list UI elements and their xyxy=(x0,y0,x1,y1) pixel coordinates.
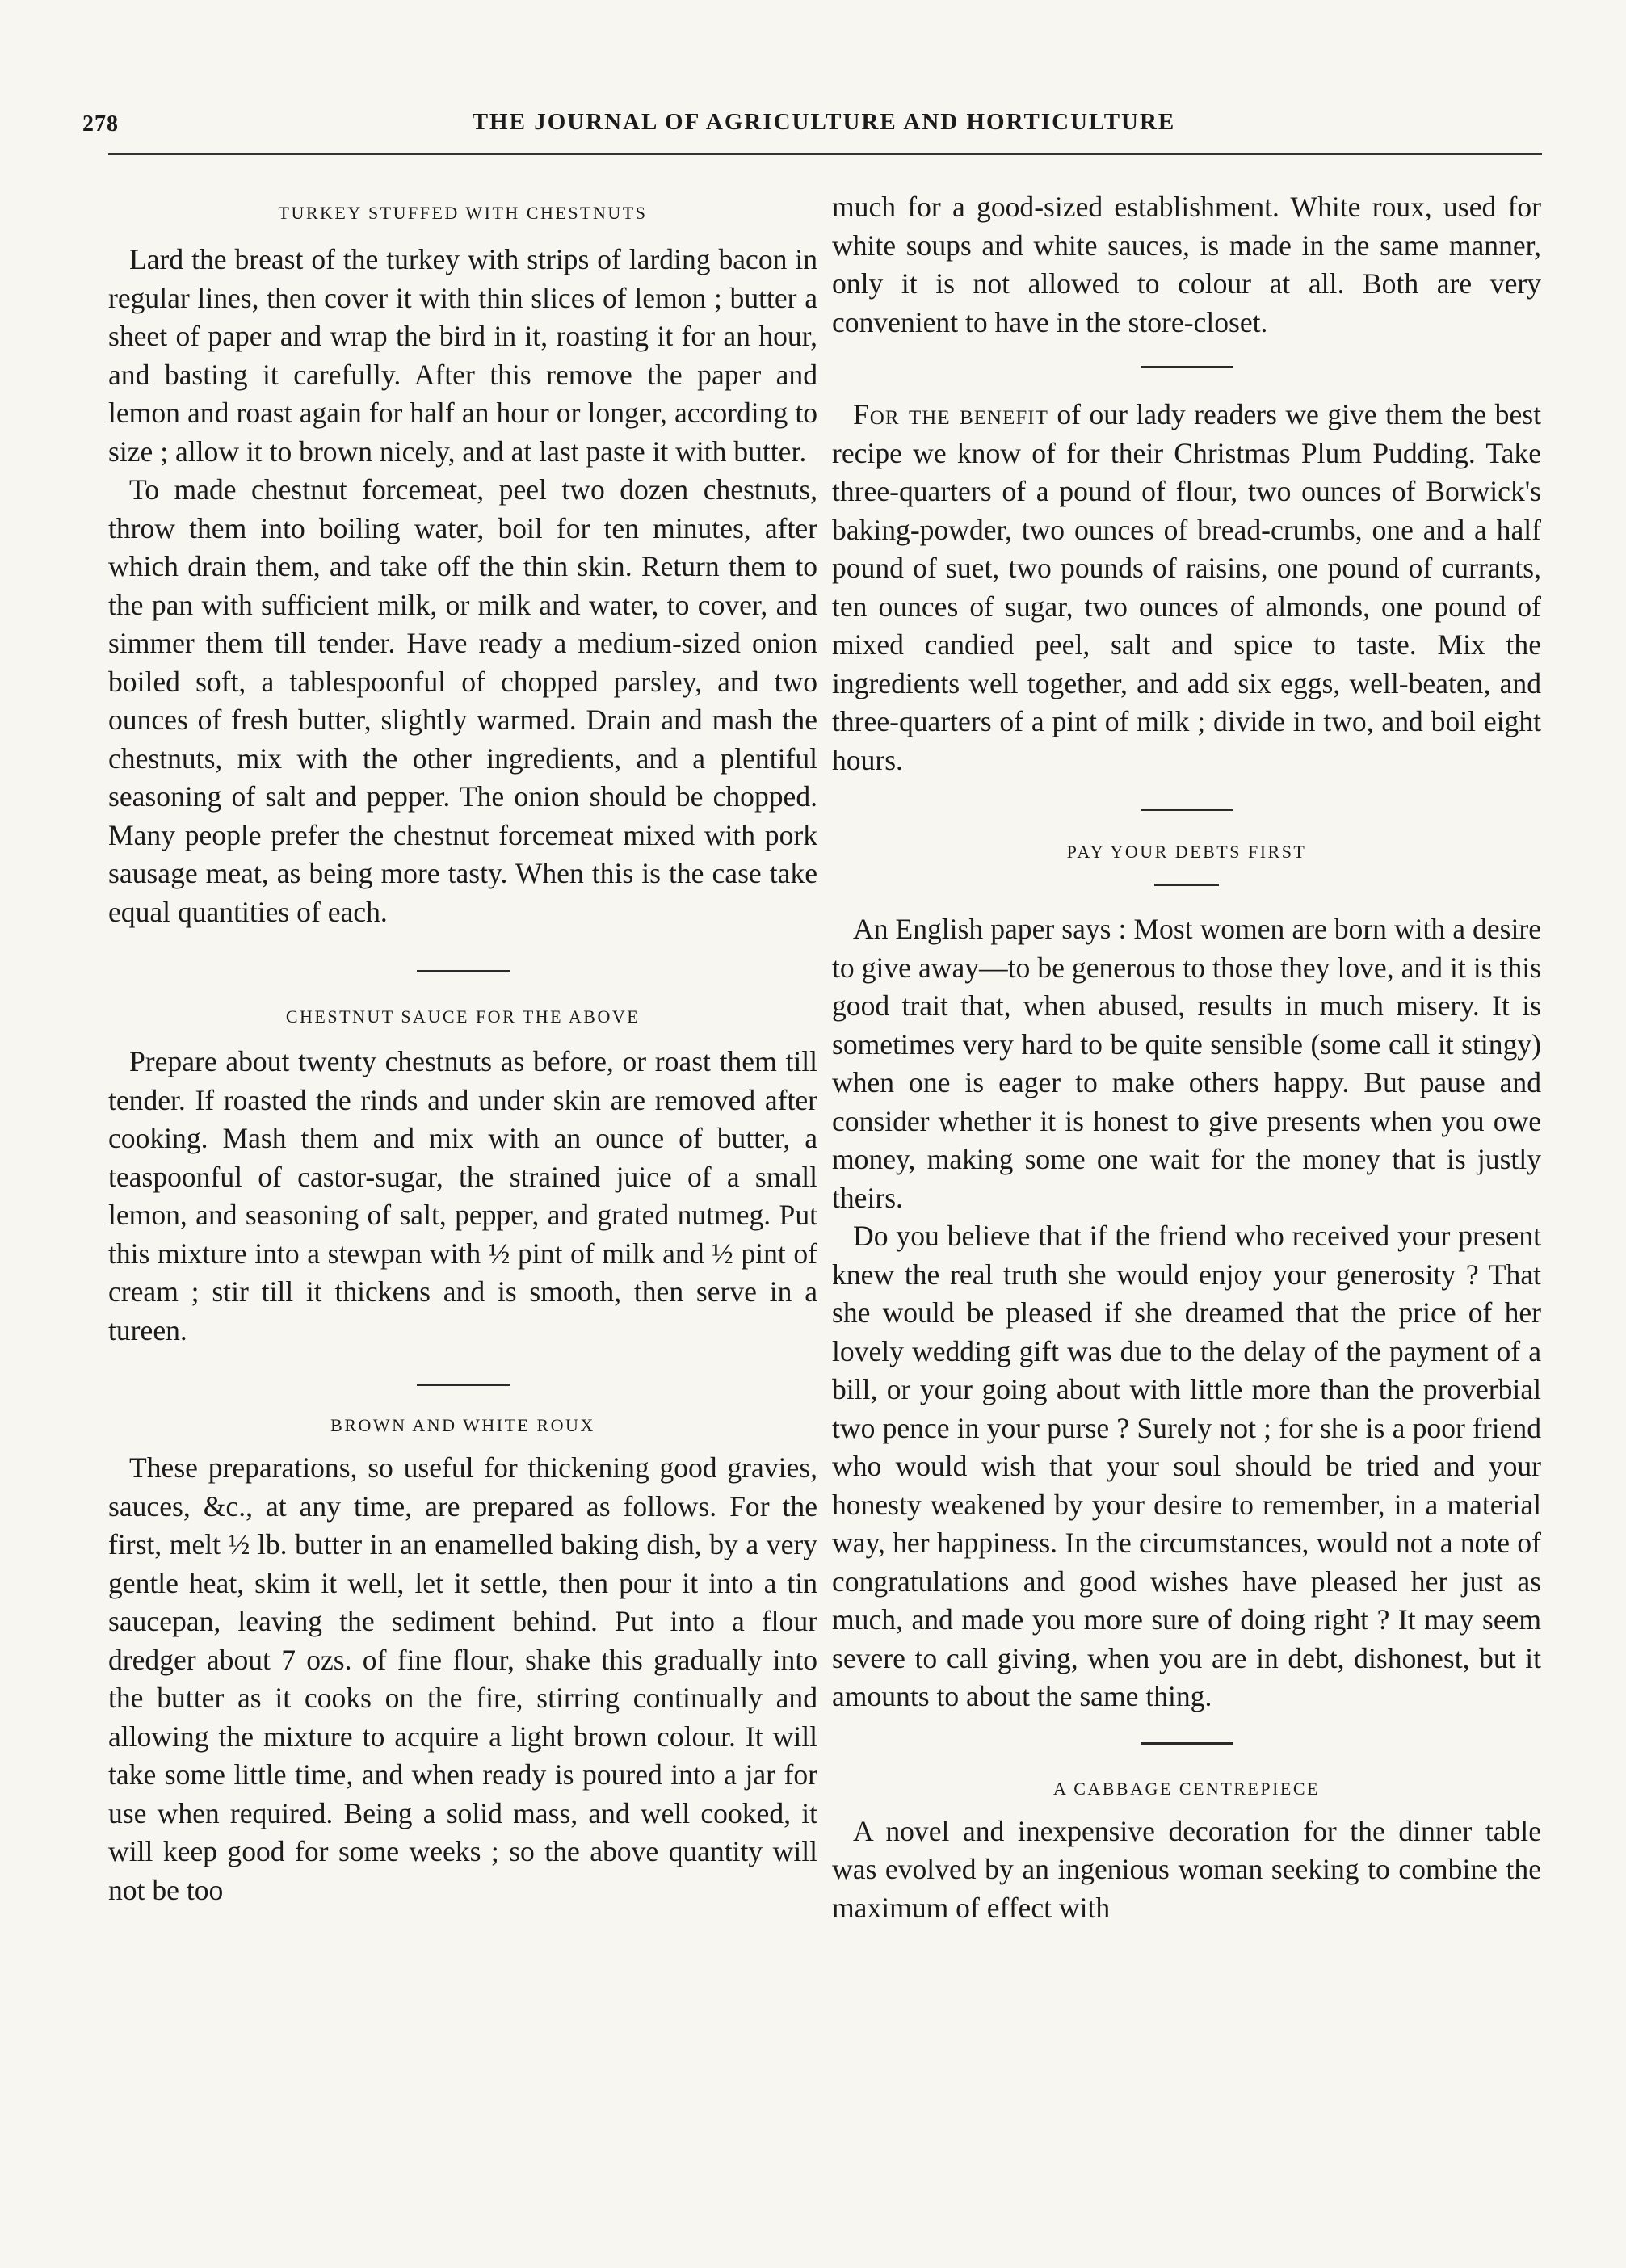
paragraph: much for a good-sized establishment. White roux, used for white soups and white sauces, is made in the same manner, only it is not allowed to colour at all. Both are very convenient to have in the store-closet. xyxy=(832,191,1541,338)
paragraph-text: of our lady readers we give them the best recipe we know of for their Christmas Plum Pudding. Take three-quarters of a pound of flour, two ounces of Borwick's baking-powder, two ounces of bread-crumbs, one and a half pound of suet, two pounds of raisins, one pound of currants, ten ounces of sugar, two ounces of almonds, one pound of mixed candied peel, salt and spice to taste. Mix the ingredients well together, and add six eggs, well-beaten, and three-quarters of a pint of milk ; divide in two, and boil eight hours. xyxy=(832,398,1541,776)
section-divider xyxy=(417,1384,510,1386)
paragraph: Do you believe that if the friend who received your present knew the real truth she would enjoy your generosity ? That she would be pleased if she dreamed that the price of her lovely wedding gift was due to the delay of the payment of a bill, or your going about with little more than the proverbial two pence in your purse ? Surely not ; for she is a poor friend who would wish that your soul should be tried and your honesty weakened by your desire to remember, in a material way, her happiness. In the circumstances, would not a note of congratulations and good wishes have pleased her just as much, and made you more sure of doing right ? It may seem severe to call giving, when you are in debt, dishonest, but it amounts to about the same thing. xyxy=(832,1220,1541,1712)
page-number: 278 xyxy=(82,111,119,136)
header-rule xyxy=(108,153,1542,155)
paragraph: These preparations, so useful for thickening good gravies, sauces, &c., at any time, are prepared as follows. For the first, melt ½ lb. butter in an enamelled baking dish, by a very gentle heat, skim it well, let it settle, then pour it into a tin saucepan, leaving the sediment behind. Put into a flour dredger about 7 ozs. of fine flour, shake this gradually into the butter as it cooks on the fire, stirring continually and allowing the mixture to acquire a light brown colour. It will take some little time, and when ready is poured into a jar for use when required. Being a solid mass, and well cooked, it will keep good for some weeks ; so the above quantity will not be too xyxy=(108,1451,817,1906)
section-heading-debts: PAY YOUR DEBTS FIRST xyxy=(1066,842,1307,862)
left-column xyxy=(108,174,817,1909)
section-divider xyxy=(1141,808,1233,811)
paragraph: An English paper says : Most women are born with a desire to give away—to be generous to those they love, and it is this good trait that, when abused, results in much misery. It is sometimes very hard to be quite sensible (some call it stingy) when one is eager to make others happy. But pause and consider whether it is honest to give presents when you owe money, making some one wait for the money that is justly theirs. xyxy=(832,913,1541,1214)
lead-in: For the benefit xyxy=(853,398,1048,430)
paragraph: To made chestnut forcemeat, peel two dozen chestnuts, throw them into boiling water, boil for ten minutes, after which drain them, and take off the thin skin. Return them to the pan with sufficient milk, or milk and water, to cover, and simmer them till tender. Have ready a medium-sized onion boiled soft, a tablespoonful of chopped parsley, and two ounces of fresh butter, slightly warmed. Drain and mash the chestnuts, mix with the other ingredients, and a plentiful seasoning of salt and pepper. The onion should be chopped. Many people prefer the chestnut forcemeat mixed with pork sausage meat, as being more tasty. When this is the case take equal quantities of each. xyxy=(108,473,817,928)
section-heading-turkey: TURKEY STUFFED WITH CHESTNUTS xyxy=(278,203,648,223)
section-heading-cabbage: A CABBAGE CENTREPIECE xyxy=(1053,1778,1320,1799)
section-divider xyxy=(1141,1742,1233,1745)
section-divider xyxy=(1154,884,1219,886)
paragraph: Prepare about twenty chestnuts as before, or roast them till tender. If roasted the rinds and under skin are removed after cooking. Mash them and mix with an ounce of butter, a teaspoonful of castor-sugar, the strained juice of a small lemon, and seasoning of salt, pepper, and grated nutmeg. Put this mixture into a stewpan with ½ pint of milk and ½ pint of cream ; stir till it thickens and is smooth, then serve in a tureen. xyxy=(108,1045,817,1346)
paragraph xyxy=(832,396,1541,779)
section-heading-roux: BROWN AND WHITE ROUX xyxy=(330,1415,595,1435)
right-column xyxy=(832,174,1541,1927)
paragraph: A novel and inexpensive decoration for the dinner table was evolved by an ingenious woman seeking to combine the maximum of effect with xyxy=(832,1814,1541,1924)
section-divider xyxy=(1141,366,1233,368)
section-heading-sauce: CHESTNUT SAUCE FOR THE ABOVE xyxy=(285,1006,641,1027)
paragraph: Lard the breast of the turkey with strips of larding bacon in regular lines, then cover it with thin slices of lemon ; butter a sheet of paper and wrap the bird in it, roasting it for an hour, and basting it carefully. After this remove the paper and lemon and roast again for half an hour or longer, according to size ; allow it to brown nicely, and at last paste it with butter. xyxy=(108,243,817,468)
section-divider xyxy=(417,970,510,972)
running-head: THE JOURNAL OF AGRICULTURE AND HORTICULTURE xyxy=(472,109,1176,135)
